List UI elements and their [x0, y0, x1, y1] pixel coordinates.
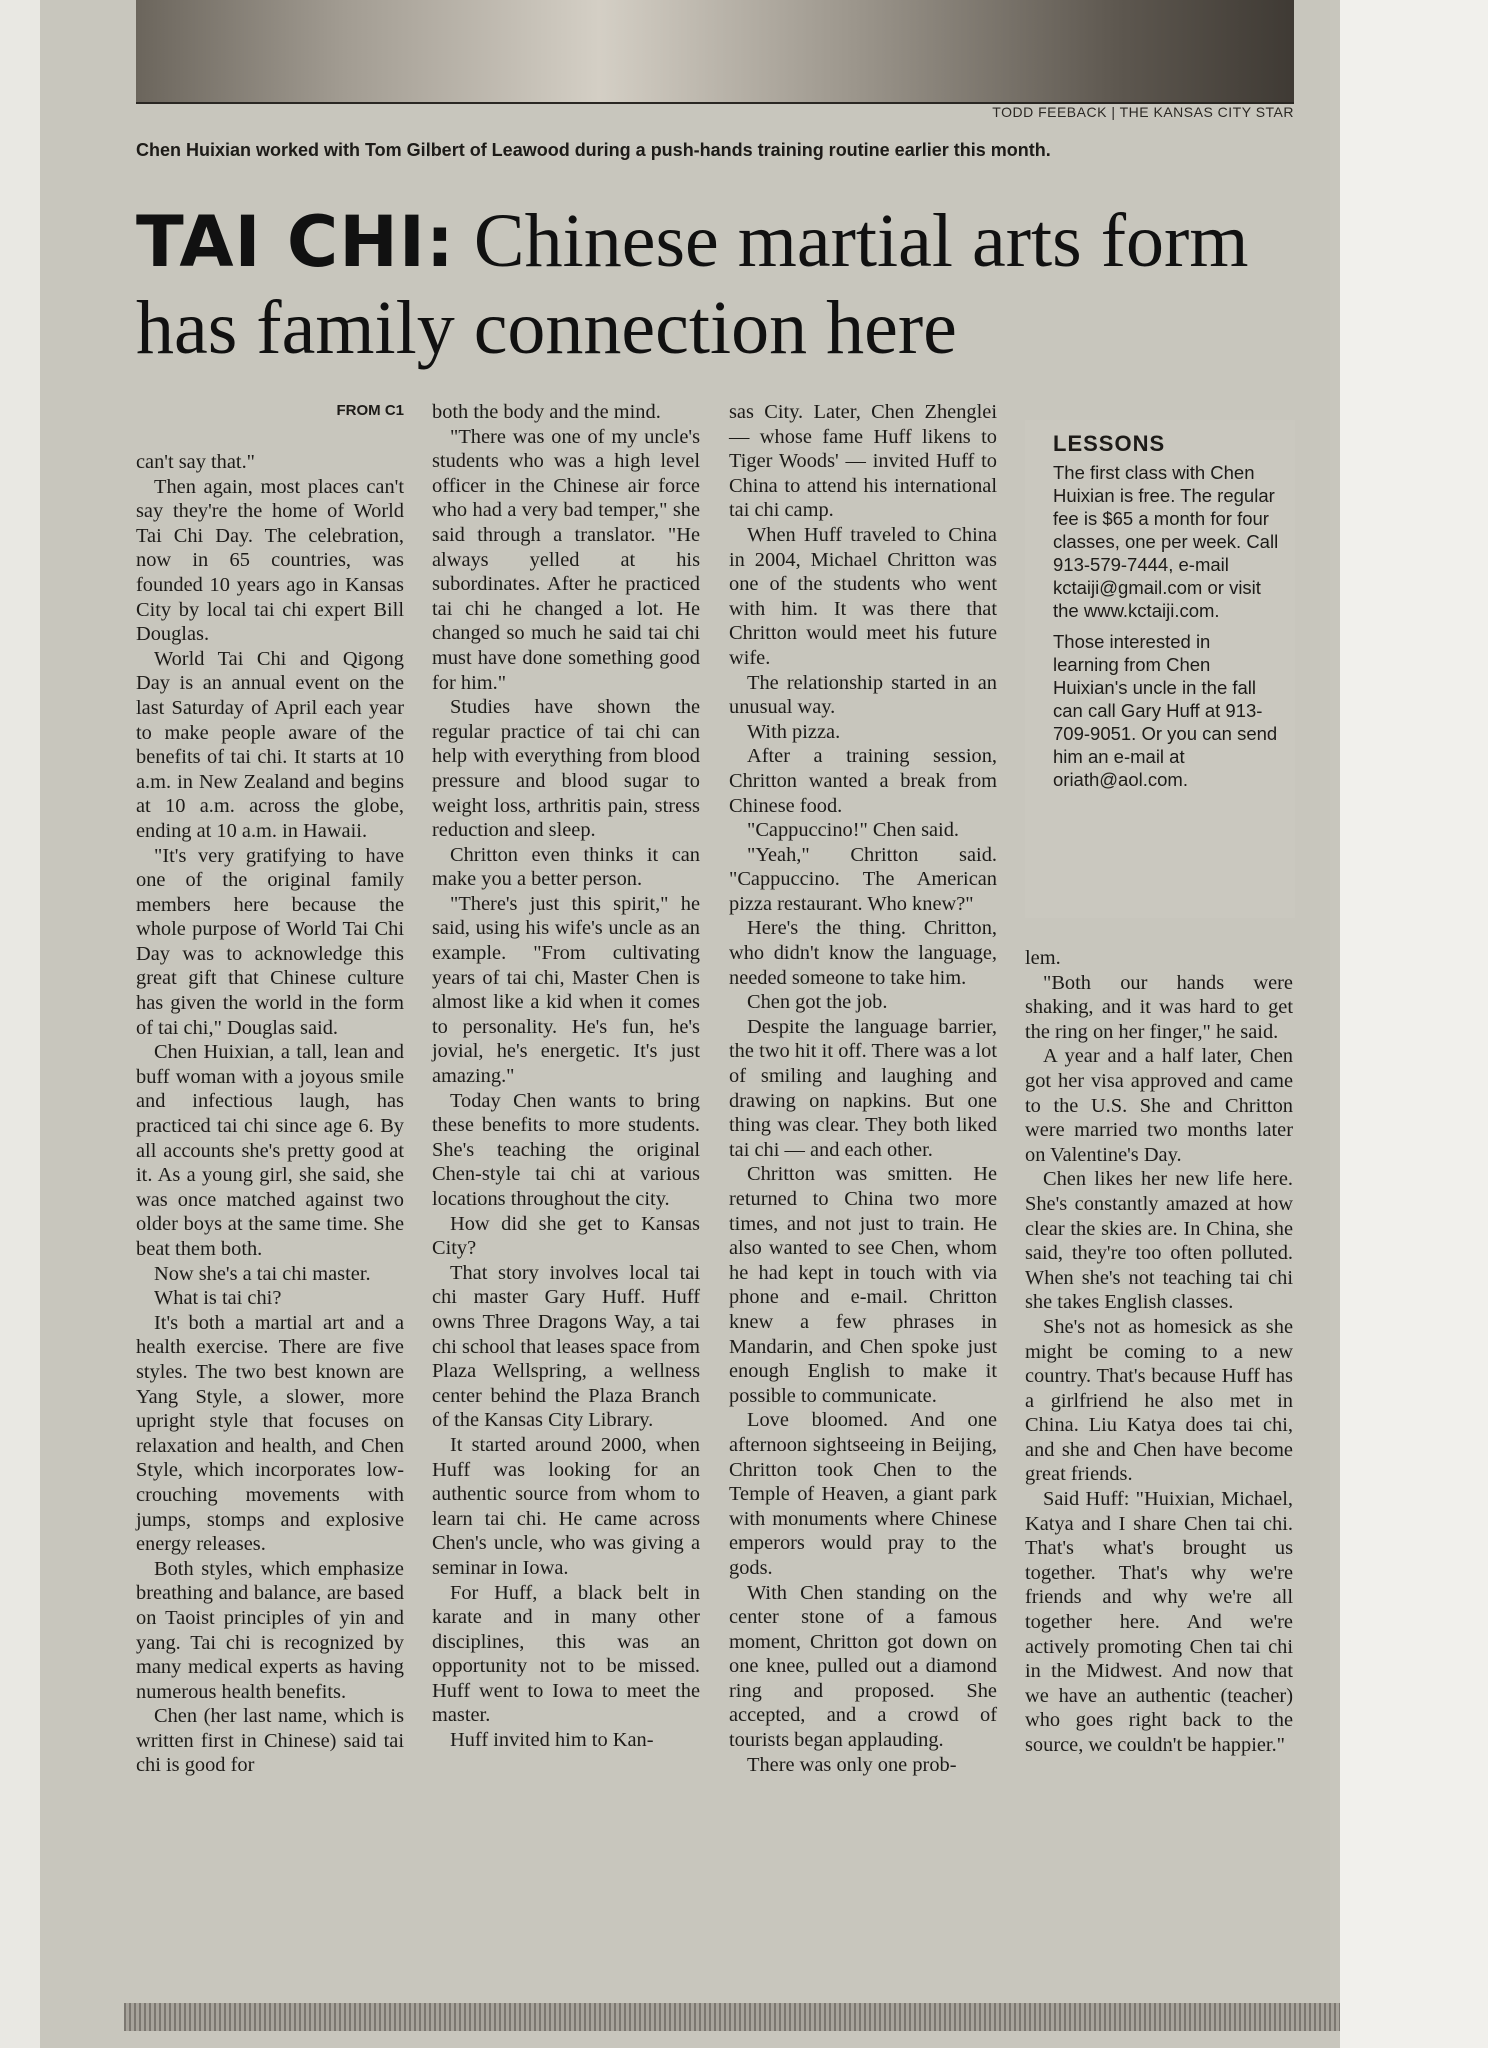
article-column-4 [1025, 946, 1293, 1758]
headline-text: Chinese martial arts form has family connection here [136, 199, 1249, 370]
paragraph: Chen Huixian, a tall, lean and buff woman with a joyous smile and infectious laugh, has practiced tai chi since age 6. By all accounts she's pretty good at it. As a young girl, she said, she was once matched against two older boys at the same time. She beat them both. [136, 1041, 404, 1260]
paragraph: both the body and the mind. [432, 401, 661, 423]
paragraph: Said Huff: "Huixian, Michael, Katya and I share Chen tai chi. That's what's brought us together. That's why we're friends and why we're all together here. And we're actively promoting Chen tai chi in the Midwest. And now that we have an authentic (teacher) who goes right back to the source, we couldn't be happier." [1025, 1488, 1293, 1756]
paragraph: It's both a martial art and a health exercise. There are five styles. The two best known are Yang Style, a slower, more upright style that focuses on relaxation and health, and Chen Style, which incorporates low-crouching movements with jumps, stomps and explosive energy releases. [136, 1311, 404, 1556]
paragraph: Today Chen wants to bring these benefits to more students. She's teaching the original Chen-style tai chi at various locations throughout the city. [432, 1089, 700, 1210]
lessons-paragraph: The first class with Chen Huixian is free. The regular fee is $65 a month for four classes, one per week. Call 913-579-7444, e-mail kctaiji@gmail.com or visit the www.kctaiji.com. [1053, 462, 1279, 621]
article-photo [136, 0, 1294, 104]
paragraph: Despite the language barrier, the two hit it off. There was a lot of smiling and laughing and drawing on napkins. But one thing was clear. They both liked tai chi — and each other. [729, 1015, 997, 1161]
paragraph: Both styles, which emphasize breathing and balance, are based on Taoist principles of yin and yang. Tai chi is recognized by many medical experts as having numerous health benefits. [136, 1557, 404, 1703]
paragraph: "Both our hands were shaking, and it was hard to get the ring on her finger," he said. [1025, 971, 1293, 1043]
paragraph: "There's just this spirit," he said, using his wife's uncle as an example. "From cultivating years of tai chi, Master Chen is almost like a kid when it comes to personality. He's fun, he's jovial, he's energetic. It's just amazing." [432, 892, 700, 1088]
paragraph: Here's the thing. Chritton, who didn't know the language, needed someone to take him. [729, 917, 997, 989]
paragraph: She's not as homesick as she might be coming to a new country. That's because Huff has a girlfriend he also met in China. Liu Katya does tai chi, and she and Chen have become great friends. [1025, 1315, 1293, 1486]
paragraph: "Cappuccino!" Chen said. [747, 819, 960, 842]
paragraph: sas City. Later, Chen Zhenglei — whose fame Huff likens to Tiger Woods' — invited Huff to China to attend his international tai chi camp. [729, 401, 997, 522]
paragraph: Chritton even thinks it can make you a better person. [432, 843, 700, 891]
paragraph: Now she's a tai chi master. [154, 1262, 371, 1285]
paragraph: Love bloomed. And one afternoon sightseeing in Beijing, Chritton took Chen to the Temple of Heaven, a giant park with monuments where Chinese emperors would pray to the gods. [729, 1409, 997, 1579]
paragraph: How did she get to Kansas City? [432, 1212, 700, 1260]
paragraph: A year and a half later, Chen got her visa approved and came to the U.S. She and Chritton were married two months later on Valentine's Day. [1025, 1045, 1293, 1166]
paragraph: With Chen standing on the center stone of a famous moment, Chritton got down on one knee, pulled out a diamond ring and proposed. She accepted, and a crowd of tourists began applauding. [729, 1581, 997, 1752]
paragraph: When Huff traveled to China in 2004, Michael Chritton was one of the students who went with him. It was there that Chritton would meet his future wife. [729, 523, 997, 669]
article-column-1 [136, 450, 404, 1778]
paragraph: The relationship started in an unusual way. [729, 671, 997, 719]
paragraph: With pizza. [747, 720, 841, 743]
paragraph: lem. [1025, 947, 1061, 969]
paragraph: World Tai Chi and Qigong Day is an annual event on the last Saturday of April each year to make people aware of the benefits of tai chi. It starts at 10 a.m. in New Zealand and begins at 10 a.m. across the globe, ending at 10 a.m. in Hawaii. [136, 647, 404, 842]
photo-credit: TODD FEEBACK | THE KANSAS CITY STAR [992, 104, 1294, 120]
paragraph: It started around 2000, when Huff was looking for an authentic source from whom to learn tai chi. He came across Chen's uncle, who was giving a seminar in Iowa. [432, 1433, 700, 1579]
page-bottom-rule [124, 2003, 1340, 2031]
paragraph: What is tai chi? [154, 1287, 282, 1310]
headline [136, 198, 1316, 371]
paragraph: Then again, most places can't say they're the home of World Tai Chi Day. The celebration, now in 65 countries, was founded 10 years ago in Kansas City by local tai chi expert Bill Douglas. [136, 475, 404, 646]
paragraph: can't say that." [136, 451, 256, 473]
paragraph: For Huff, a black belt in karate and in many other disciplines, this was an opportunity not to be missed. Huff went to Iowa to meet the master. [432, 1581, 700, 1727]
paragraph: Studies have shown the regular practice of tai chi can help with everything from blood pressure and blood sugar to weight loss, arthritis pain, stress reduction and sleep. [432, 696, 700, 842]
paragraph: "There was one of my uncle's students who was a high level officer in the Chinese air force who had a very bad temper," she said through a translator. "He always yelled at his subordinates. After he practiced tai chi he changed a lot. He changed so much he said tai chi must have done something good for him." [432, 425, 700, 694]
paragraph: Chen got the job. [747, 991, 888, 1014]
paragraph: There was only one prob- [747, 1753, 957, 1776]
paragraph: That story involves local tai chi master Gary Huff. Huff owns Three Dragons Way, a tai chi school that leases space from Plaza Wellspring, a wellness center behind the Plaza Branch of the Kansas City Library. [432, 1261, 700, 1432]
page-margin [1340, 0, 1488, 2048]
paragraph: "It's very gratifying to have one of the original family members here because the whole purpose of World Tai Chi Day was to acknowledge this great gift that Chinese culture has given the world in the form of tai chi," Douglas said. [136, 844, 404, 1039]
paragraph: Chen likes her new life here. She's constantly amazed at how clear the skies are. In China, she said, they're too often polluted. When she's not teaching tai chi she takes English classes. [1025, 1168, 1293, 1314]
paragraph: Chritton was smitten. He returned to China two more times, and not just to train. He also wanted to see Chen, whom he had kept in touch with via phone and e-mail. Chritton knew a few phrases in Mandarin, and Chen spoke just enough English to make it possible to communicate. [729, 1163, 997, 1407]
article-column-3 [729, 400, 997, 1777]
headline-kicker: TAI CHI: [136, 201, 455, 283]
photo-caption: Chen Huixian worked with Tom Gilbert of Leawood during a push-hands training routine earlier this month. [136, 140, 1051, 160]
paragraph: Chen (her last name, which is written first in Chinese) said tai chi is good for [136, 1705, 404, 1777]
paragraph: Huff invited him to Kan- [450, 1729, 654, 1752]
paragraph: "Yeah," Chritton said. "Cappuccino. The American pizza restaurant. Who knew?" [729, 843, 997, 915]
article-column-2 [432, 400, 700, 1753]
lessons-paragraph: Those interested in learning from Chen Huixian's uncle in the fall can call Gary Huff at 913-709-9051. Or you can send him an e-mail at oriath@aol.com. [1053, 631, 1278, 790]
continued-from: FROM C1 [336, 402, 404, 419]
lessons-sidebar [1025, 420, 1295, 918]
paragraph: After a training session, Chritton wanted a break from Chinese food. [729, 745, 997, 817]
lessons-title: LESSONS [1053, 431, 1166, 456]
